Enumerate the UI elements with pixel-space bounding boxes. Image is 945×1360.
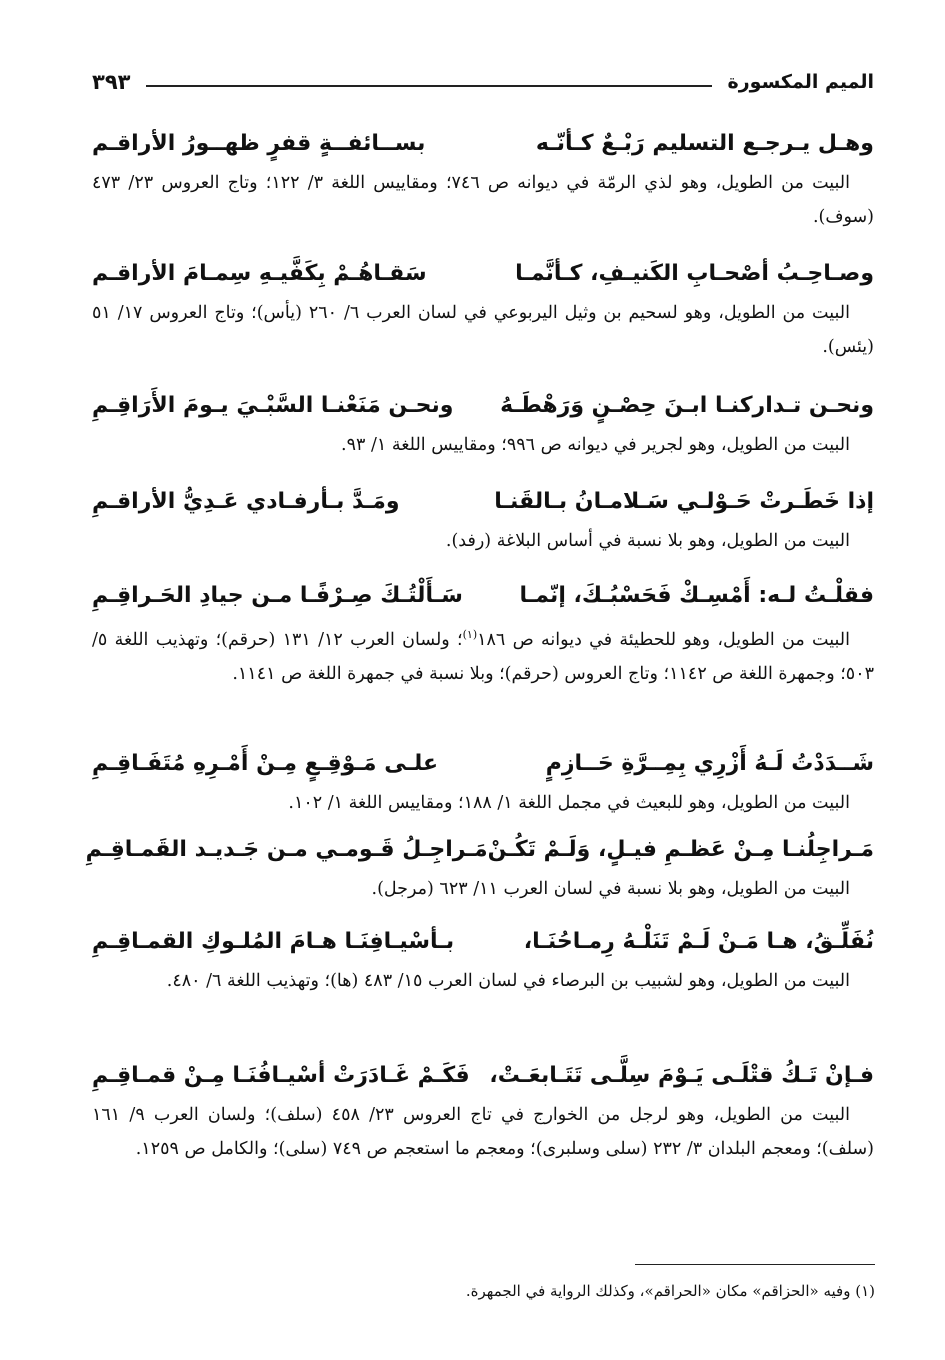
verse-note: البيت من الطويل، وهو لرجل من الخوارج في تاج العروس ٢٣/ ٤٥٨ (سلف)؛ ولسان العرب ٩/ ١٦١ (سلف)؛ ومعجم البلدان ٣/ ٢٣٢ (سلى وسلبرى)؛ ومعجم ما استعجم ص ٧٤٩ (سلى)؛ والكامل ص ١٢٥٩. [92,1105,874,1159]
hemistich-second: ومَـدَّ بـأرفـادي عَـدِيُّ الأراقـمِ [92,488,400,514]
hemistich-second: بـأسْيـافِنَـا هـامَ المُلـوكِ القمـاقِـمِ [92,928,455,954]
verse-line [92,572,874,618]
footnote-marker: (١) [462,628,478,641]
hemistich-second: فَكَـمْ غَـادَرَتْ أسْيـافُنَـا مِـنْ قمـاقِـمِ [92,1062,470,1088]
note-text: البيت من الطويل، وهو للحطيئة في ديوانه ص ١٨٦ [477,629,850,650]
hemistich-second: مَـراجِـلُ قَـومـي مـن جَـديـد القَمـاقِـمِ [85,836,488,862]
note-text-continued: ؛ ولسان العرب ١٢/ ١٣١ (حرقم)؛ وتهذيب اللغة ٥/ ٥٠٣؛ وجمهرة اللغة ص ١١٤٢؛ وتاج العروس (حرقم)؛ وبلا نسبة في جمهرة اللغة ص ١١٤١. [92,629,874,684]
page-header [92,62,874,102]
verse-entry [92,1052,874,1166]
verse-line [92,740,874,786]
verse-entry [92,120,874,234]
hemistich-second: سَقـاهُـمْ بِكَفَّيـهِ سِمـامَ الأراقـم [92,260,427,286]
verse-note: البيت من الطويل، وهو لجرير في ديوانه ص ٩٩٦؛ ومقاييس اللغة ١/ ٩٣. [341,435,850,455]
verse-entry [92,478,874,558]
hemistich-first: إذا خَطَـرتْ حَـوْلـي سَـلامـانُ بـالقَنـا [494,488,874,514]
verse-line [92,382,874,428]
hemistich-second: سَـأَلْتُـكَ صِـرْفًـا مـن جيادِ الحَـراقِـمِ [92,582,463,608]
verse-note: البيت من الطويل، وهو لسحيم بن وثيل اليربوعي في لسان العرب ٦/ ٢٦٠ (يأس)؛ وتاج العروس ١٧/ ٥١ (يئس). [92,303,874,357]
footnote: (١) وفيه «الحزاقم» مكان «الحراقم»، وكذلك الرواية في الجمهرة. [465,1282,875,1300]
verse-line [92,1052,874,1098]
verse-entry [92,740,874,820]
verse-entry [92,250,874,364]
hemistich-first: نُفَلِّـقُ، هـا مَـنْ لَـمْ تَنَلْـهُ رِمـاحُنَـا، [523,928,874,954]
hemistich-first: وصـاحِـبُ أصْحـابِ الكَنيـفِ، كـأنَّمـا [515,260,874,286]
verse-line [92,120,874,166]
verse-note: البيت من الطويل، وهو لشبيب بن البرصاء في لسان العرب ١٥/ ٤٨٣ (ها)؛ وتهذيب اللغة ٦/ ٤٨٠. [166,971,850,991]
verse-entry [85,826,874,906]
verse-line [92,250,874,296]
hemistich-first: ونحـن تـداركنـا ابـنَ حِصْـنٍ وَرَهْطَـهُ [500,392,874,418]
hemistich-second: علـى مَـوْقِـعٍ مِـنْ أَمْـرِهِ مُتَفَـاقِـمِ [92,750,438,776]
verse-entry [92,918,874,998]
hemistich-first: فقلْـتُ لـه: أَمْسِـكْ فَحَسْبُـكَ، إنّمـا [519,582,874,608]
hemistich-first: وهـل يـرجـع التسليم رَبْـعٌ كـأنّـه [535,130,874,156]
page-number: ٣٩٣ [92,70,131,94]
verse-entry [92,572,874,691]
hemistich-first: شَــدَدْتُ لَـهُ أَزْرِي بِمِــرَّةِ حَــازِمٍ [545,750,874,776]
hemistich-second: ونحـن مَنَعْنـا السَّبْـيَ يـومَ الأَرَاقِـمِ [92,392,454,418]
verse-note: البيت من الطويل، وهو للبعيث في مجمل اللغة ١/ ١٨٨؛ ومقاييس اللغة ١/ ١٠٢. [288,793,850,813]
hemistich-first: مَـراجِلُنـا مِـنْ عَظـمِ فيـلٍ، وَلَـمْ تَكُـنْ [487,836,874,862]
hemistich-first: فـإنْ تَـكُ قتْلَـى يَـوْمَ سِلَّـى تَتَـابعَـتْ، [489,1062,874,1088]
verse-note: البيت من الطويل، وهو بلا نسبة في لسان العرب ١١/ ٦٢٣ (مرجل). [371,879,850,899]
verse-line [92,918,874,964]
header-rule [146,85,711,87]
verse-entry [92,382,874,462]
hemistich-second: بســائفــةٍ قفرٍ ظهــورُ الأراقـم [92,130,426,156]
verse-line [92,478,874,524]
footnote-rule [635,1264,875,1265]
verse-line [85,826,874,872]
verse-note: البيت من الطويل، وهو لذي الرمّة في ديوانه ص ٧٤٦؛ ومقاييس اللغة ٣/ ١٢٢؛ وتاج العروس ٢٣/ ٤٧٣ (سوف). [92,173,874,227]
running-head: الميم المكسورة [727,71,874,93]
verse-note [92,618,874,691]
verse-note: البيت من الطويل، وهو بلا نسبة في أساس البلاغة (رفد). [445,531,850,551]
